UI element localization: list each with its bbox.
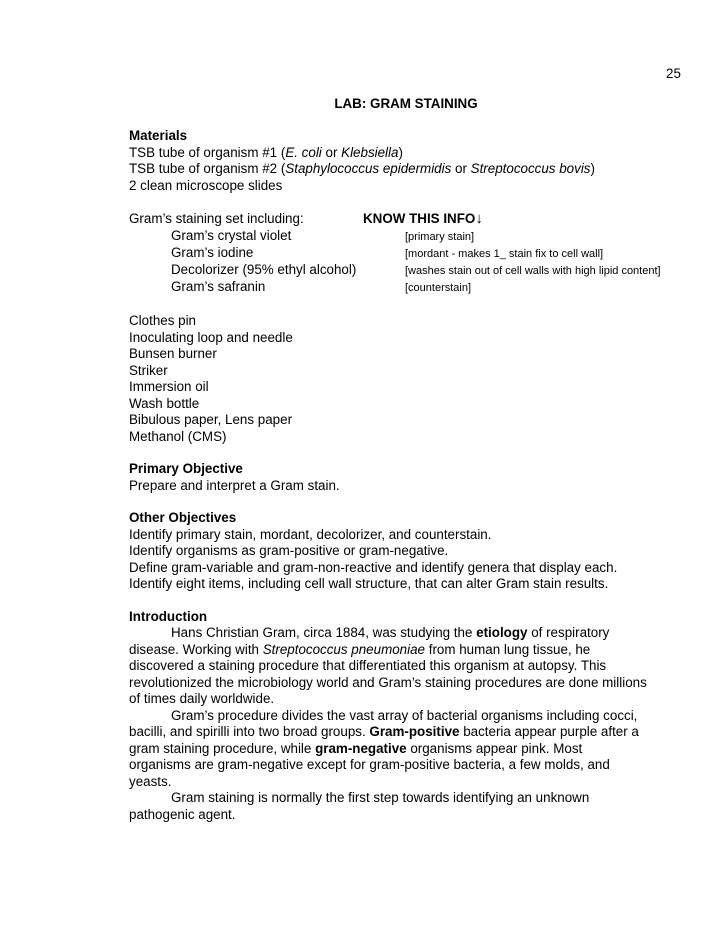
objective-item: Identify primary stain, mordant, decolorizer, and counterstain. bbox=[129, 526, 492, 542]
term-gram-positive: Gram-positive bbox=[369, 724, 460, 739]
intro-paragraph-line: organisms are gram-negative except for gram-positive bacteria, a few molds, and bbox=[129, 757, 610, 772]
material-tube-2: TSB tube of organism #2 (Staphylococcus epidermidis or Streptococcus bovis) bbox=[129, 161, 595, 176]
stain-item: Decolorizer (95% ethyl alcohol) [washes stain out of cell walls with high lipid content] bbox=[171, 262, 661, 277]
supply-item: Immersion oil bbox=[129, 379, 209, 394]
intro-paragraph-line: discovered a staining procedure that differentiated this organism at autopsy. This bbox=[129, 658, 607, 673]
introduction-heading: Introduction bbox=[129, 608, 208, 624]
page-title: LAB: GRAM STAINING bbox=[334, 96, 478, 111]
intro-paragraph-line: Gram’s procedure divides the vast array of bacterial organisms including cocci, bbox=[171, 707, 638, 723]
term-gram-negative: gram-negative bbox=[315, 740, 407, 756]
materials-heading: Materials bbox=[129, 128, 188, 143]
primary-objective-heading: Primary Objective bbox=[129, 461, 243, 476]
down-arrow-icon: ↓ bbox=[475, 210, 483, 227]
material-slides: 2 clean microscope slides bbox=[129, 177, 283, 193]
stain-set-header bbox=[129, 211, 689, 228]
stain-item: Gram’s iodine [mordant - makes 1_ stain fix to cell wall] bbox=[171, 245, 604, 260]
intro-paragraph-line: pathogenic agent. bbox=[129, 806, 236, 822]
page-number: 25 bbox=[666, 66, 681, 81]
stain-item: Gram’s crystal violet [primary stain] bbox=[171, 228, 475, 243]
intro-paragraph-line: bacilli, and spirilli into two broad groups. Gram-positive bacteria appear purple after a bbox=[129, 724, 639, 739]
other-objectives-heading: Other Objectives bbox=[129, 510, 237, 525]
supply-item: Wash bottle bbox=[129, 395, 200, 411]
document-body bbox=[129, 128, 689, 823]
supply-item: Inoculating loop and needle bbox=[129, 329, 293, 345]
intro-paragraph-line: Hans Christian Gram, circa 1884, was studying the etiology of respiratory bbox=[171, 625, 610, 640]
supply-item: Striker bbox=[129, 362, 168, 378]
intro-paragraph-line: disease. Working with Streptococcus pneumoniae from human lung tissue, he bbox=[129, 641, 591, 657]
intro-paragraph-line: revolutionized the microbiology world and Gram’s staining procedures are done millions bbox=[129, 674, 647, 690]
supply-item: Clothes pin bbox=[129, 313, 196, 328]
supply-item: Bunsen burner bbox=[129, 346, 217, 361]
intro-paragraph-line: of times daily worldwide. bbox=[129, 691, 275, 706]
stain-set-intro: Gram’s staining set including: bbox=[129, 211, 304, 226]
know-this-info: KNOW THIS INFO↓ bbox=[363, 210, 483, 227]
objective-item: Identify organisms as gram-positive or gram-negative. bbox=[129, 543, 449, 558]
stain-item: Gram’s safranin [counterstain] bbox=[171, 279, 472, 294]
intro-paragraph-line: Gram staining is normally the first step towards identifying an unknown bbox=[171, 790, 590, 805]
objective-item: Identify eight items, including cell wall structure, that can alter Gram stain results. bbox=[129, 576, 609, 591]
supply-item: Methanol (CMS) bbox=[129, 428, 227, 444]
intro-paragraph-line: yeasts. bbox=[129, 773, 172, 789]
material-tube-1: TSB tube of organism #1 (E. coli or Klebsiella) bbox=[129, 144, 403, 160]
objective-item: Define gram-variable and gram-non-reactive and identify genera that display each. bbox=[129, 559, 618, 575]
term-etiology: etiology bbox=[476, 625, 528, 640]
primary-objective-text: Prepare and interpret a Gram stain. bbox=[129, 477, 340, 493]
supply-item: Bibulous paper, Lens paper bbox=[129, 412, 293, 427]
intro-paragraph-line: gram staining procedure, while gram-negative organisms appear pink. Most bbox=[129, 740, 583, 756]
